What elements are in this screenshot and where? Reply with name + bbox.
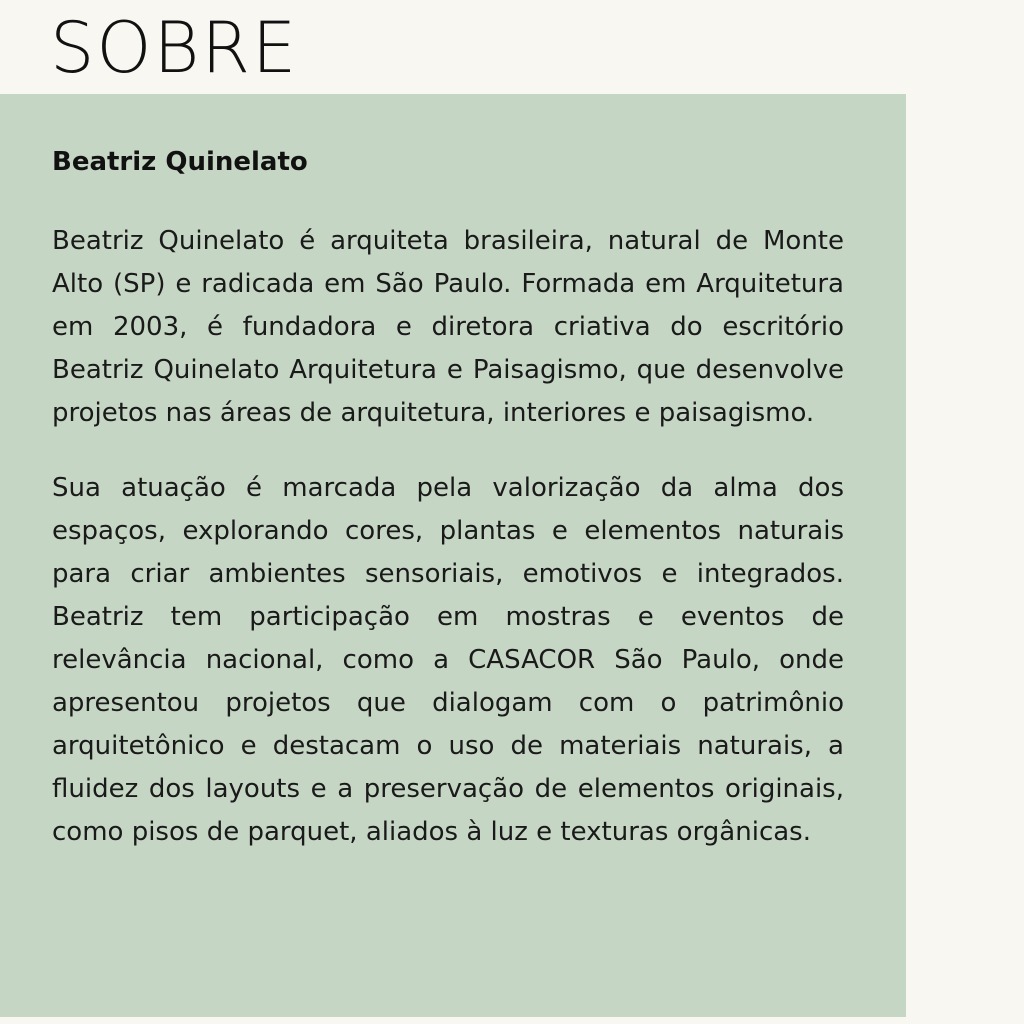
page-title: SOBRE (50, 7, 299, 89)
bio-paragraph-2: Sua atuação é marcada pela valorização da alma dos espaços, explorando cores, plantas e elementos naturais para criar ambientes sensoriais, emotivos e integrados. Beatriz tem participação em mostras e eventos de relevância nacional, como a CASACOR São Paulo, onde apresentou projetos que dialogam com o patrimônio arquitetônico e destacam o uso de materiais naturais, a fluidez dos layouts e a preservação de elementos originais, como pisos de parquet, aliados à luz e texturas orgânicas. (52, 473, 844, 847)
about-panel (0, 94, 906, 1017)
author-name: Beatriz Quinelato (52, 147, 308, 177)
bio-paragraph-1: Beatriz Quinelato é arquiteta brasileira, natural de Monte Alto (SP) e radicada em São Paulo. Formada em Arquitetura em 2003, é fundadora e diretora criativa do escritório Beatriz Quinelato Arquitetura e Paisagismo, que desenvolve projetos nas áreas de arquitetura, interiores e paisagismo. (52, 226, 844, 428)
